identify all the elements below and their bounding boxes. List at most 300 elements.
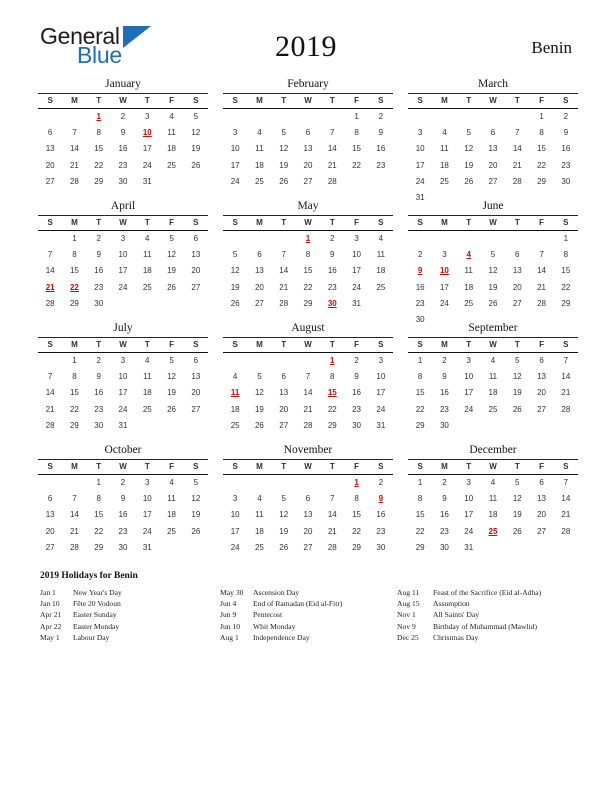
day-cell[interactable]: 2 bbox=[563, 112, 569, 122]
day-cell[interactable]: 6 bbox=[539, 478, 544, 488]
day-cell[interactable]: 25 bbox=[142, 282, 152, 292]
day-cell[interactable]: 25 bbox=[167, 526, 176, 536]
day-cell[interactable]: 12 bbox=[279, 510, 289, 520]
day-cell-holiday[interactable]: 9 bbox=[378, 494, 384, 504]
day-cell[interactable]: 31 bbox=[352, 298, 361, 308]
day-cell[interactable]: 10 bbox=[464, 494, 474, 504]
day-cell[interactable]: 17 bbox=[352, 266, 361, 276]
day-cell[interactable]: 13 bbox=[254, 266, 264, 276]
day-cell[interactable]: 14 bbox=[303, 388, 313, 398]
day-cell[interactable]: 25 bbox=[439, 176, 449, 186]
day-cell[interactable]: 27 bbox=[303, 542, 313, 552]
day-cell[interactable]: 2 bbox=[417, 250, 423, 260]
day-cell[interactable]: 18 bbox=[376, 266, 386, 276]
day-cell[interactable]: 18 bbox=[488, 388, 498, 398]
day-cell[interactable]: 7 bbox=[330, 494, 335, 504]
day-cell[interactable]: 5 bbox=[169, 234, 174, 244]
day-cell-holiday[interactable]: 9 bbox=[417, 266, 423, 276]
day-cell[interactable]: 24 bbox=[464, 404, 474, 414]
day-cell[interactable]: 21 bbox=[561, 510, 571, 520]
day-cell[interactable]: 11 bbox=[488, 372, 498, 382]
day-cell[interactable]: 18 bbox=[439, 160, 449, 170]
day-cell[interactable]: 24 bbox=[118, 282, 128, 292]
day-cell[interactable]: 2 bbox=[378, 112, 384, 122]
day-cell[interactable]: 22 bbox=[303, 282, 313, 292]
day-cell[interactable]: 5 bbox=[257, 372, 262, 382]
day-cell[interactable]: 16 bbox=[561, 144, 571, 154]
day-cell[interactable]: 5 bbox=[193, 112, 199, 122]
day-cell[interactable]: 11 bbox=[167, 494, 176, 504]
day-cell[interactable]: 1 bbox=[72, 356, 77, 366]
day-cell[interactable]: 24 bbox=[376, 404, 386, 414]
day-cell[interactable]: 30 bbox=[561, 176, 571, 186]
day-cell[interactable]: 10 bbox=[464, 372, 474, 382]
day-cell[interactable]: 3 bbox=[120, 234, 126, 244]
day-cell[interactable]: 16 bbox=[439, 510, 449, 520]
day-cell[interactable]: 23 bbox=[439, 404, 449, 414]
day-cell[interactable]: 10 bbox=[230, 510, 240, 520]
day-cell[interactable]: 9 bbox=[96, 372, 101, 382]
day-cell[interactable]: 17 bbox=[118, 388, 128, 398]
day-cell[interactable]: 16 bbox=[118, 510, 128, 520]
day-cell[interactable]: 5 bbox=[169, 356, 174, 366]
day-cell[interactable]: 21 bbox=[303, 404, 313, 414]
day-cell[interactable]: 13 bbox=[45, 144, 55, 154]
day-cell[interactable]: 28 bbox=[327, 542, 337, 552]
day-cell[interactable]: 20 bbox=[303, 526, 313, 536]
day-cell[interactable]: 22 bbox=[94, 526, 104, 536]
day-cell[interactable]: 3 bbox=[466, 356, 471, 366]
day-cell[interactable]: 2 bbox=[96, 356, 101, 366]
day-cell[interactable]: 29 bbox=[94, 542, 104, 552]
day-cell[interactable]: 15 bbox=[69, 388, 79, 398]
day-cell[interactable]: 23 bbox=[94, 282, 104, 292]
day-cell[interactable]: 30 bbox=[439, 420, 449, 430]
day-cell[interactable]: 21 bbox=[327, 160, 337, 170]
day-cell[interactable]: 7 bbox=[72, 128, 77, 138]
day-cell[interactable]: 13 bbox=[303, 144, 313, 154]
day-cell-holiday[interactable]: 11 bbox=[230, 388, 240, 398]
day-cell[interactable]: 29 bbox=[303, 298, 313, 308]
day-cell[interactable]: 20 bbox=[303, 160, 313, 170]
day-cell[interactable]: 18 bbox=[254, 160, 264, 170]
day-cell[interactable]: 25 bbox=[230, 420, 240, 430]
day-cell-holiday[interactable]: 22 bbox=[69, 282, 79, 292]
day-cell[interactable]: 26 bbox=[167, 404, 176, 414]
day-cell[interactable]: 4 bbox=[145, 234, 150, 244]
day-cell[interactable]: 20 bbox=[45, 526, 55, 536]
day-cell[interactable]: 13 bbox=[191, 250, 201, 260]
day-cell[interactable]: 21 bbox=[512, 160, 522, 170]
day-cell[interactable]: 10 bbox=[118, 250, 128, 260]
day-cell[interactable]: 23 bbox=[376, 526, 386, 536]
day-cell-holiday[interactable]: 10 bbox=[439, 266, 449, 276]
day-cell[interactable]: 23 bbox=[118, 160, 128, 170]
day-cell[interactable]: 27 bbox=[512, 298, 522, 308]
day-cell[interactable]: 18 bbox=[167, 510, 176, 520]
day-cell[interactable]: 4 bbox=[378, 234, 384, 244]
day-cell[interactable]: 9 bbox=[563, 128, 569, 138]
day-cell[interactable]: 19 bbox=[464, 160, 474, 170]
day-cell[interactable]: 8 bbox=[539, 128, 544, 138]
day-cell[interactable]: 5 bbox=[515, 356, 520, 366]
day-cell[interactable]: 5 bbox=[515, 478, 520, 488]
day-cell[interactable]: 30 bbox=[118, 542, 128, 552]
day-cell[interactable]: 14 bbox=[327, 144, 337, 154]
day-cell[interactable]: 10 bbox=[415, 144, 425, 154]
day-cell[interactable]: 7 bbox=[305, 372, 311, 382]
day-cell[interactable]: 20 bbox=[191, 266, 201, 276]
day-cell[interactable]: 16 bbox=[352, 388, 361, 398]
day-cell[interactable]: 17 bbox=[230, 160, 240, 170]
day-cell[interactable]: 4 bbox=[145, 356, 150, 366]
day-cell[interactable]: 10 bbox=[142, 494, 152, 504]
day-cell-holiday[interactable]: 1 bbox=[330, 356, 335, 366]
day-cell[interactable]: 11 bbox=[464, 266, 473, 276]
day-cell[interactable]: 26 bbox=[191, 160, 201, 170]
day-cell[interactable]: 2 bbox=[120, 112, 126, 122]
day-cell[interactable]: 14 bbox=[561, 494, 571, 504]
day-cell[interactable]: 22 bbox=[561, 282, 571, 292]
day-cell[interactable]: 28 bbox=[561, 526, 571, 536]
day-cell[interactable]: 20 bbox=[279, 404, 289, 414]
day-cell-holiday[interactable]: 25 bbox=[488, 526, 498, 536]
day-cell[interactable]: 13 bbox=[512, 266, 522, 276]
day-cell[interactable]: 6 bbox=[539, 356, 544, 366]
day-cell[interactable]: 19 bbox=[279, 160, 289, 170]
day-cell[interactable]: 30 bbox=[376, 542, 386, 552]
day-cell[interactable]: 24 bbox=[415, 176, 425, 186]
day-cell[interactable]: 9 bbox=[330, 250, 335, 260]
day-cell[interactable]: 27 bbox=[537, 404, 546, 414]
day-cell-holiday[interactable]: 4 bbox=[466, 250, 471, 260]
day-cell[interactable]: 8 bbox=[72, 372, 77, 382]
day-cell[interactable]: 8 bbox=[305, 250, 311, 260]
day-cell[interactable]: 12 bbox=[191, 128, 201, 138]
day-cell[interactable]: 1 bbox=[417, 356, 423, 366]
day-cell[interactable]: 12 bbox=[512, 494, 522, 504]
day-cell[interactable]: 5 bbox=[281, 128, 286, 138]
day-cell[interactable]: 29 bbox=[415, 542, 425, 552]
day-cell[interactable]: 12 bbox=[279, 144, 289, 154]
day-cell[interactable]: 28 bbox=[69, 176, 79, 186]
day-cell[interactable]: 15 bbox=[561, 266, 571, 276]
day-cell[interactable]: 21 bbox=[279, 282, 289, 292]
day-cell[interactable]: 16 bbox=[94, 388, 104, 398]
day-cell[interactable]: 28 bbox=[561, 404, 571, 414]
day-cell[interactable]: 16 bbox=[376, 144, 386, 154]
day-cell[interactable]: 29 bbox=[69, 298, 79, 308]
day-cell[interactable]: 24 bbox=[142, 160, 152, 170]
day-cell[interactable]: 24 bbox=[230, 176, 240, 186]
day-cell[interactable]: 27 bbox=[45, 542, 55, 552]
day-cell[interactable]: 30 bbox=[415, 315, 425, 325]
day-cell[interactable]: 4 bbox=[257, 128, 262, 138]
day-cell[interactable]: 14 bbox=[512, 144, 522, 154]
day-cell[interactable]: 29 bbox=[537, 176, 546, 186]
day-cell[interactable]: 18 bbox=[230, 404, 240, 414]
day-cell[interactable]: 17 bbox=[118, 266, 128, 276]
day-cell[interactable]: 15 bbox=[415, 510, 425, 520]
day-cell[interactable]: 3 bbox=[145, 478, 150, 488]
day-cell[interactable]: 27 bbox=[45, 176, 55, 186]
day-cell[interactable]: 22 bbox=[327, 404, 337, 414]
day-cell[interactable]: 10 bbox=[118, 372, 128, 382]
day-cell[interactable]: 10 bbox=[230, 144, 240, 154]
day-cell[interactable]: 19 bbox=[512, 510, 522, 520]
day-cell[interactable]: 3 bbox=[354, 234, 359, 244]
day-cell[interactable]: 2 bbox=[442, 478, 447, 488]
day-cell[interactable]: 6 bbox=[281, 372, 286, 382]
day-cell[interactable]: 8 bbox=[330, 372, 335, 382]
day-cell[interactable]: 2 bbox=[378, 478, 384, 488]
day-cell[interactable]: 21 bbox=[69, 160, 79, 170]
day-cell[interactable]: 23 bbox=[352, 404, 361, 414]
day-cell[interactable]: 2 bbox=[442, 356, 447, 366]
day-cell[interactable]: 17 bbox=[142, 510, 152, 520]
day-cell[interactable]: 4 bbox=[257, 494, 262, 504]
day-cell[interactable]: 5 bbox=[281, 494, 286, 504]
day-cell[interactable]: 23 bbox=[415, 298, 425, 308]
day-cell[interactable]: 6 bbox=[490, 128, 496, 138]
day-cell[interactable]: 8 bbox=[96, 494, 101, 504]
day-cell[interactable]: 2 bbox=[354, 356, 359, 366]
day-cell[interactable]: 5 bbox=[232, 250, 238, 260]
day-cell[interactable]: 7 bbox=[539, 250, 544, 260]
day-cell[interactable]: 18 bbox=[167, 144, 176, 154]
day-cell[interactable]: 3 bbox=[232, 494, 238, 504]
day-cell[interactable]: 17 bbox=[142, 144, 152, 154]
day-cell[interactable]: 26 bbox=[488, 298, 498, 308]
day-cell[interactable]: 16 bbox=[415, 282, 425, 292]
day-cell[interactable]: 1 bbox=[563, 234, 569, 244]
day-cell[interactable]: 8 bbox=[354, 494, 359, 504]
day-cell[interactable]: 23 bbox=[439, 526, 449, 536]
day-cell[interactable]: 18 bbox=[142, 388, 152, 398]
day-cell[interactable]: 18 bbox=[254, 526, 264, 536]
day-cell[interactable]: 31 bbox=[118, 420, 128, 430]
day-cell[interactable]: 8 bbox=[563, 250, 569, 260]
day-cell[interactable]: 17 bbox=[230, 526, 240, 536]
day-cell[interactable]: 12 bbox=[464, 144, 474, 154]
day-cell[interactable]: 6 bbox=[193, 234, 199, 244]
day-cell[interactable]: 25 bbox=[167, 160, 176, 170]
day-cell[interactable]: 23 bbox=[94, 404, 104, 414]
day-cell[interactable]: 7 bbox=[47, 250, 53, 260]
day-cell[interactable]: 7 bbox=[330, 128, 335, 138]
day-cell[interactable]: 19 bbox=[191, 510, 201, 520]
day-cell[interactable]: 17 bbox=[464, 388, 474, 398]
day-cell[interactable]: 22 bbox=[537, 160, 546, 170]
day-cell[interactable]: 25 bbox=[254, 542, 264, 552]
day-cell[interactable]: 12 bbox=[230, 266, 240, 276]
day-cell[interactable]: 27 bbox=[191, 282, 201, 292]
day-cell[interactable]: 4 bbox=[490, 478, 496, 488]
day-cell[interactable]: 18 bbox=[464, 282, 474, 292]
day-cell[interactable]: 22 bbox=[415, 526, 425, 536]
day-cell[interactable]: 16 bbox=[118, 144, 128, 154]
day-cell[interactable]: 1 bbox=[96, 478, 101, 488]
day-cell[interactable]: 27 bbox=[303, 176, 313, 186]
day-cell[interactable]: 26 bbox=[464, 176, 474, 186]
day-cell[interactable]: 17 bbox=[439, 282, 449, 292]
day-cell[interactable]: 20 bbox=[537, 510, 546, 520]
day-cell[interactable]: 19 bbox=[488, 282, 498, 292]
day-cell[interactable]: 25 bbox=[488, 404, 498, 414]
day-cell[interactable]: 19 bbox=[167, 266, 176, 276]
day-cell[interactable]: 19 bbox=[512, 388, 522, 398]
day-cell[interactable]: 12 bbox=[167, 372, 176, 382]
day-cell[interactable]: 20 bbox=[254, 282, 264, 292]
day-cell[interactable]: 29 bbox=[327, 420, 337, 430]
day-cell[interactable]: 6 bbox=[305, 128, 311, 138]
day-cell[interactable]: 29 bbox=[94, 176, 104, 186]
day-cell[interactable]: 9 bbox=[120, 128, 126, 138]
day-cell[interactable]: 22 bbox=[69, 404, 79, 414]
day-cell[interactable]: 2 bbox=[330, 234, 335, 244]
day-cell[interactable]: 1 bbox=[417, 478, 423, 488]
day-cell[interactable]: 23 bbox=[118, 526, 128, 536]
day-cell[interactable]: 8 bbox=[417, 494, 423, 504]
day-cell[interactable]: 11 bbox=[376, 250, 385, 260]
day-cell[interactable]: 25 bbox=[464, 298, 474, 308]
day-cell[interactable]: 13 bbox=[279, 388, 289, 398]
day-cell[interactable]: 7 bbox=[47, 372, 53, 382]
day-cell[interactable]: 15 bbox=[94, 510, 104, 520]
day-cell[interactable]: 6 bbox=[47, 494, 53, 504]
day-cell-holiday[interactable]: 30 bbox=[327, 298, 337, 308]
day-cell[interactable]: 6 bbox=[257, 250, 262, 260]
day-cell[interactable]: 26 bbox=[254, 420, 264, 430]
day-cell[interactable]: 13 bbox=[488, 144, 498, 154]
day-cell[interactable]: 26 bbox=[512, 526, 522, 536]
day-cell[interactable]: 19 bbox=[254, 404, 264, 414]
day-cell[interactable]: 24 bbox=[439, 298, 449, 308]
day-cell[interactable]: 2 bbox=[96, 234, 101, 244]
day-cell-holiday[interactable]: 21 bbox=[45, 282, 55, 292]
day-cell[interactable]: 19 bbox=[230, 282, 240, 292]
day-cell[interactable]: 28 bbox=[45, 298, 55, 308]
day-cell[interactable]: 6 bbox=[515, 250, 520, 260]
day-cell[interactable]: 14 bbox=[279, 266, 289, 276]
day-cell[interactable]: 7 bbox=[281, 250, 286, 260]
day-cell-holiday[interactable]: 10 bbox=[142, 128, 152, 138]
day-cell[interactable]: 11 bbox=[488, 494, 498, 504]
day-cell[interactable]: 30 bbox=[94, 298, 104, 308]
day-cell[interactable]: 4 bbox=[169, 112, 174, 122]
day-cell[interactable]: 6 bbox=[305, 494, 311, 504]
day-cell[interactable]: 8 bbox=[72, 250, 77, 260]
day-cell[interactable]: 14 bbox=[327, 510, 337, 520]
day-cell[interactable]: 3 bbox=[442, 250, 447, 260]
day-cell[interactable]: 22 bbox=[94, 160, 104, 170]
day-cell[interactable]: 13 bbox=[537, 372, 546, 382]
day-cell[interactable]: 19 bbox=[167, 388, 176, 398]
day-cell[interactable]: 5 bbox=[193, 478, 199, 488]
day-cell[interactable]: 16 bbox=[376, 510, 386, 520]
day-cell[interactable]: 19 bbox=[191, 144, 201, 154]
day-cell[interactable]: 18 bbox=[142, 266, 152, 276]
day-cell[interactable]: 15 bbox=[303, 266, 313, 276]
day-cell[interactable]: 12 bbox=[488, 266, 498, 276]
day-cell[interactable]: 23 bbox=[376, 160, 386, 170]
day-cell[interactable]: 12 bbox=[512, 372, 522, 382]
day-cell[interactable]: 30 bbox=[118, 176, 128, 186]
day-cell[interactable]: 9 bbox=[378, 128, 384, 138]
day-cell[interactable]: 13 bbox=[191, 372, 201, 382]
day-cell[interactable]: 5 bbox=[466, 128, 471, 138]
day-cell-holiday[interactable]: 15 bbox=[327, 388, 337, 398]
day-cell[interactable]: 20 bbox=[191, 388, 201, 398]
day-cell[interactable]: 9 bbox=[442, 372, 447, 382]
day-cell[interactable]: 19 bbox=[279, 526, 289, 536]
day-cell[interactable]: 20 bbox=[512, 282, 522, 292]
day-cell[interactable]: 30 bbox=[439, 542, 449, 552]
day-cell[interactable]: 29 bbox=[352, 542, 361, 552]
day-cell[interactable]: 12 bbox=[191, 494, 201, 504]
day-cell[interactable]: 13 bbox=[537, 494, 546, 504]
day-cell[interactable]: 1 bbox=[354, 112, 359, 122]
day-cell[interactable]: 10 bbox=[376, 372, 386, 382]
day-cell[interactable]: 10 bbox=[352, 250, 361, 260]
day-cell[interactable]: 31 bbox=[376, 420, 386, 430]
day-cell[interactable]: 14 bbox=[45, 266, 55, 276]
day-cell[interactable]: 28 bbox=[69, 542, 79, 552]
day-cell[interactable]: 26 bbox=[167, 282, 176, 292]
day-cell[interactable]: 7 bbox=[72, 494, 77, 504]
day-cell[interactable]: 14 bbox=[537, 266, 546, 276]
day-cell[interactable]: 14 bbox=[561, 372, 571, 382]
day-cell[interactable]: 4 bbox=[232, 372, 238, 382]
day-cell[interactable]: 29 bbox=[69, 420, 79, 430]
day-cell[interactable]: 7 bbox=[515, 128, 520, 138]
day-cell[interactable]: 16 bbox=[94, 266, 104, 276]
day-cell[interactable]: 30 bbox=[352, 420, 361, 430]
day-cell[interactable]: 31 bbox=[415, 193, 425, 203]
day-cell[interactable]: 1 bbox=[72, 234, 77, 244]
day-cell[interactable]: 7 bbox=[563, 478, 569, 488]
day-cell[interactable]: 28 bbox=[512, 176, 522, 186]
day-cell[interactable]: 25 bbox=[142, 404, 152, 414]
day-cell[interactable]: 15 bbox=[69, 266, 79, 276]
day-cell[interactable]: 26 bbox=[191, 526, 201, 536]
day-cell[interactable]: 4 bbox=[169, 478, 174, 488]
day-cell[interactable]: 8 bbox=[417, 372, 423, 382]
day-cell[interactable]: 16 bbox=[327, 266, 337, 276]
day-cell[interactable]: 24 bbox=[142, 526, 152, 536]
day-cell[interactable]: 15 bbox=[94, 144, 104, 154]
day-cell[interactable]: 7 bbox=[563, 356, 569, 366]
day-cell[interactable]: 11 bbox=[440, 144, 449, 154]
day-cell[interactable]: 4 bbox=[490, 356, 496, 366]
day-cell[interactable]: 21 bbox=[45, 404, 55, 414]
day-cell[interactable]: 3 bbox=[232, 128, 238, 138]
day-cell[interactable]: 11 bbox=[255, 144, 264, 154]
day-cell[interactable]: 24 bbox=[352, 282, 361, 292]
day-cell[interactable]: 31 bbox=[142, 542, 152, 552]
day-cell[interactable]: 5 bbox=[490, 250, 496, 260]
day-cell[interactable]: 15 bbox=[352, 510, 361, 520]
day-cell[interactable]: 25 bbox=[254, 176, 264, 186]
day-cell[interactable]: 27 bbox=[537, 526, 546, 536]
day-cell[interactable]: 31 bbox=[142, 176, 152, 186]
day-cell[interactable]: 8 bbox=[96, 128, 101, 138]
day-cell[interactable]: 11 bbox=[143, 372, 152, 382]
day-cell[interactable]: 14 bbox=[69, 510, 79, 520]
day-cell[interactable]: 24 bbox=[118, 404, 128, 414]
day-cell[interactable]: 3 bbox=[145, 112, 150, 122]
day-cell[interactable]: 27 bbox=[488, 176, 498, 186]
